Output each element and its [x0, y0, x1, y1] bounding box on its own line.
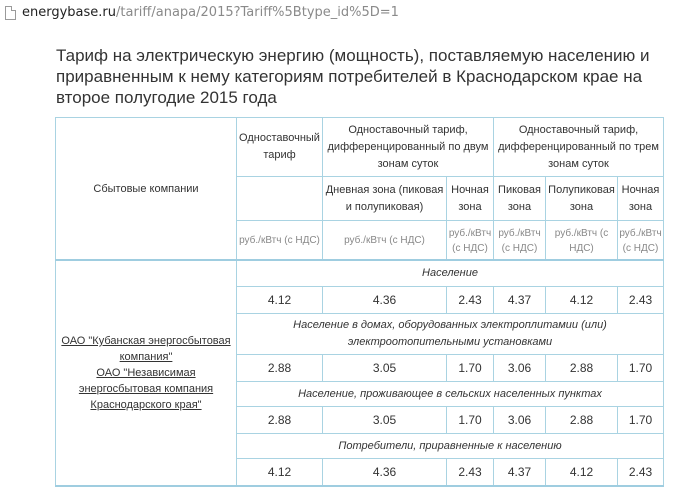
group-title: Население, проживающее в сельских населенных пунктах — [298, 387, 602, 400]
page-icon — [5, 6, 16, 20]
value-cell: 4.36 — [372, 293, 397, 307]
unit-single: руб./кВтч (с НДС) — [239, 235, 320, 246]
header-semipeak-zone: Полупиковая зона — [548, 183, 615, 213]
header-peak-zone: Пиковая зона — [498, 183, 541, 213]
header-night-zone-3: Ночная зона — [621, 183, 660, 213]
value-cell: 1.70 — [628, 413, 653, 427]
value-cell: 3.05 — [372, 413, 397, 427]
page-title: Тариф на электрическую энергию (мощность), поставляемую населению и приравненным к нему категориям потребителей в Краснодарском крае на второе полугодие 2015 года — [56, 46, 650, 107]
unit-peak: руб./кВтч (с НДС) — [498, 227, 541, 254]
value-cell: 4.37 — [507, 465, 532, 479]
value-cell: 4.12 — [267, 293, 292, 307]
value-cell: 2.88 — [569, 413, 594, 427]
url-host: energybase.ru — [22, 5, 117, 20]
value-cell: 3.06 — [507, 413, 532, 427]
group-title: Население в домах, оборудованных электроплитамии (или) электроотопительными установками — [293, 319, 607, 348]
company-link-nesk[interactable]: ОАО "Независимая энергосбытовая компания Краснодарского края" — [78, 367, 214, 411]
group-title: Население — [422, 267, 478, 279]
value-cell: 2.43 — [458, 465, 482, 479]
value-cell: 4.12 — [569, 465, 594, 479]
value-cell: 3.06 — [507, 361, 532, 375]
header-companies: Сбытовые компании — [93, 182, 199, 195]
value-cell: 4.12 — [267, 465, 292, 479]
companies-cell — [56, 261, 236, 485]
value-cell: 4.12 — [569, 293, 594, 307]
value-cell: 1.70 — [458, 413, 482, 427]
value-cell: 2.43 — [628, 465, 653, 479]
unit-day: руб./кВтч (с НДС) — [344, 235, 425, 246]
header-single-rate: Одноставочный тариф — [239, 132, 320, 161]
value-cell: 4.36 — [372, 465, 397, 479]
header-night-zone-2: Ночная зона — [451, 183, 489, 213]
value-cell: 3.05 — [372, 361, 397, 375]
unit-semipeak: руб./кВтч (с НДС) — [554, 227, 609, 254]
value-cell: 2.88 — [267, 413, 292, 427]
header-three-zone: Одноставочный тариф, дифференцированный по трем зонам суток — [498, 123, 659, 170]
address-bar[interactable] — [0, 0, 675, 30]
value-cell: 2.88 — [267, 361, 292, 375]
url-path: /tariff/anapa/2015?Tariff%5Btype_id%5D=1 — [116, 5, 399, 20]
header-day-zone: Дневная зона (пиковая и полупиковая) — [325, 183, 444, 213]
value-cell: 2.88 — [569, 361, 594, 375]
value-cell: 4.37 — [507, 293, 532, 307]
value-cell: 2.43 — [628, 293, 653, 307]
value-cell: 2.43 — [458, 293, 482, 307]
unit-night-3: руб./кВтч (с НДС) — [619, 227, 662, 254]
company-link-kuban[interactable]: ОАО "Кубанская энергосбытовая компания" — [61, 335, 231, 363]
url-text[interactable] — [22, 5, 399, 20]
group-title: Потребители, приравненные к населению — [338, 439, 562, 452]
value-cell: 1.70 — [458, 361, 482, 375]
header-two-zone: Одноставочный тариф, дифференцированный по двум зонам суток — [327, 123, 489, 170]
unit-night-2: руб./кВтч (с НДС) — [448, 227, 492, 254]
value-cell: 1.70 — [628, 361, 653, 375]
